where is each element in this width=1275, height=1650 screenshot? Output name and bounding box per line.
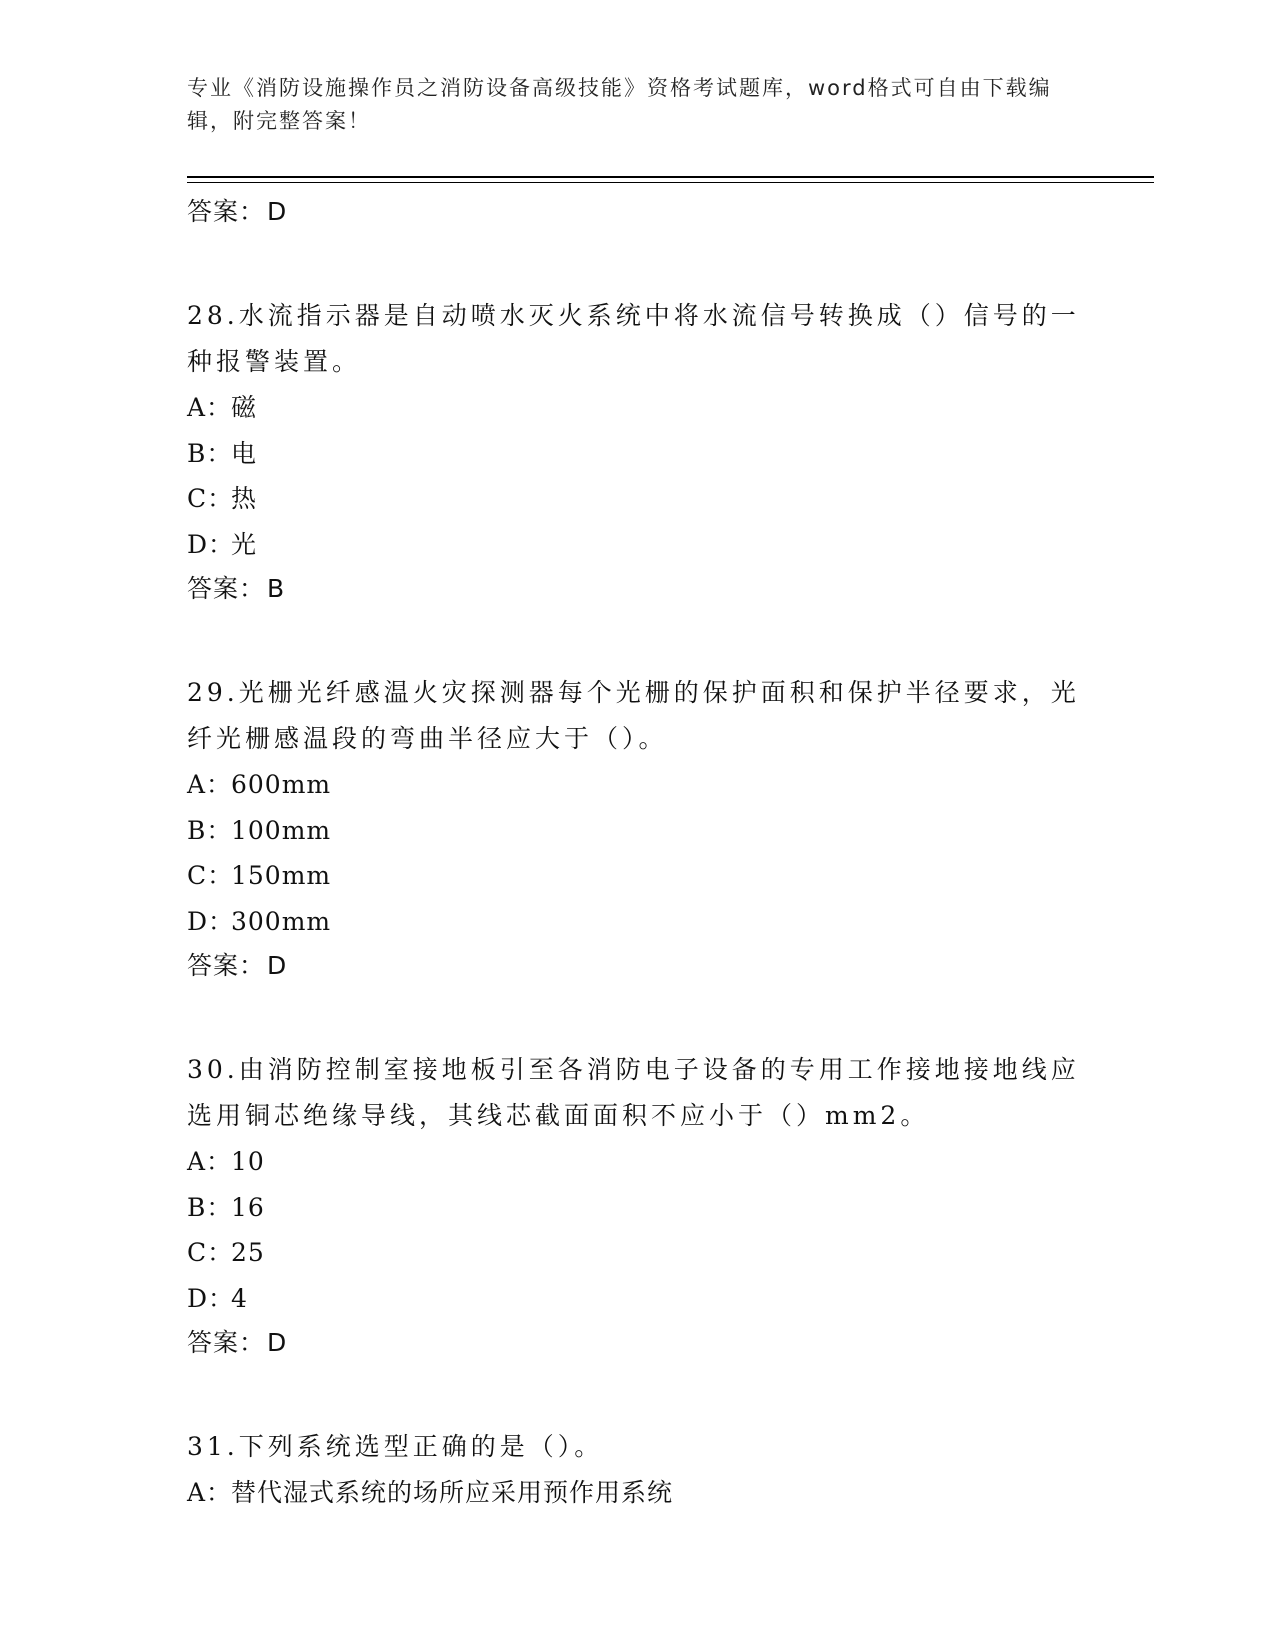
option-key: B： — [187, 1192, 233, 1222]
answer-value: D — [267, 951, 288, 980]
option-key: A： — [187, 1478, 233, 1507]
option-key: C： — [187, 861, 234, 890]
option-text: 光 — [231, 529, 258, 559]
question-29 — [187, 670, 1087, 988]
option-text: 4 — [231, 1283, 248, 1313]
answer-line — [187, 1321, 1087, 1365]
question-stem: 30.由消防控制室接地板引至各消防电子设备的专用工作接地接地线应选用铜芯绝缘导线，其线芯截面面积不应小于（）mm2。 — [187, 1055, 1080, 1130]
answer-line — [187, 567, 1087, 611]
option-a — [187, 1139, 1087, 1185]
answer-line — [187, 944, 1087, 988]
option-key: D： — [187, 906, 235, 936]
question-stem: 28.水流指示器是自动喷水灭火系统中将水流信号转换成（）信号的一种报警装置。 — [187, 301, 1080, 376]
option-a — [187, 385, 1087, 431]
option-text: 电 — [231, 438, 258, 468]
option-c — [187, 1230, 1087, 1276]
option-key: A： — [187, 770, 233, 799]
option-text: 100mm — [231, 815, 332, 845]
option-key: D： — [187, 1283, 235, 1313]
option-text: 300mm — [231, 906, 332, 936]
option-text: 磁 — [231, 393, 258, 422]
option-text: 替代湿式系统的场所应采用预作用系统 — [231, 1478, 674, 1507]
option-d — [187, 899, 1087, 945]
question-31 — [187, 1424, 1087, 1516]
option-key: C： — [187, 1238, 234, 1267]
option-text: 150mm — [231, 861, 332, 890]
option-a — [187, 762, 1087, 808]
option-key: A： — [187, 393, 233, 422]
option-text: 16 — [231, 1192, 265, 1222]
answer-label: 答案： — [187, 574, 266, 603]
question-30 — [187, 1047, 1087, 1365]
option-b — [187, 1185, 1087, 1231]
answer-line-27 — [187, 190, 1087, 234]
answer-label: 答案： — [187, 197, 266, 226]
document-header: 专业《消防设施操作员之消防设备高级技能》资格考试题库，word格式可自由下载编辑，附完整答案！ — [187, 76, 1052, 133]
answer-value: D — [267, 197, 288, 226]
answer-label: 答案： — [187, 951, 266, 980]
option-key: B： — [187, 815, 233, 845]
option-text: 热 — [231, 484, 258, 513]
answer-label: 答案： — [187, 1328, 266, 1357]
option-key: B： — [187, 438, 233, 468]
question-list — [187, 190, 1087, 1516]
header-divider-thick — [187, 176, 1154, 178]
option-c — [187, 853, 1087, 899]
option-a — [187, 1470, 1087, 1516]
option-key: D： — [187, 529, 235, 559]
option-text: 600mm — [231, 770, 332, 799]
option-text: 25 — [231, 1238, 265, 1267]
question-stem: 31.下列系统选型正确的是（）。 — [187, 1432, 604, 1461]
option-b — [187, 808, 1087, 854]
header-divider-thin — [187, 182, 1154, 183]
question-stem: 29.光栅光纤感温火灾探测器每个光栅的保护面积和保护半径要求，光纤光栅感温段的弯曲半径应大于（）。 — [187, 678, 1080, 753]
option-d — [187, 522, 1087, 568]
option-key: A： — [187, 1147, 233, 1176]
question-28 — [187, 293, 1087, 611]
option-d — [187, 1276, 1087, 1322]
option-c — [187, 476, 1087, 522]
option-b — [187, 431, 1087, 477]
option-text: 10 — [231, 1147, 265, 1176]
answer-value: B — [267, 574, 286, 603]
option-key: C： — [187, 484, 234, 513]
answer-value: D — [267, 1328, 288, 1357]
